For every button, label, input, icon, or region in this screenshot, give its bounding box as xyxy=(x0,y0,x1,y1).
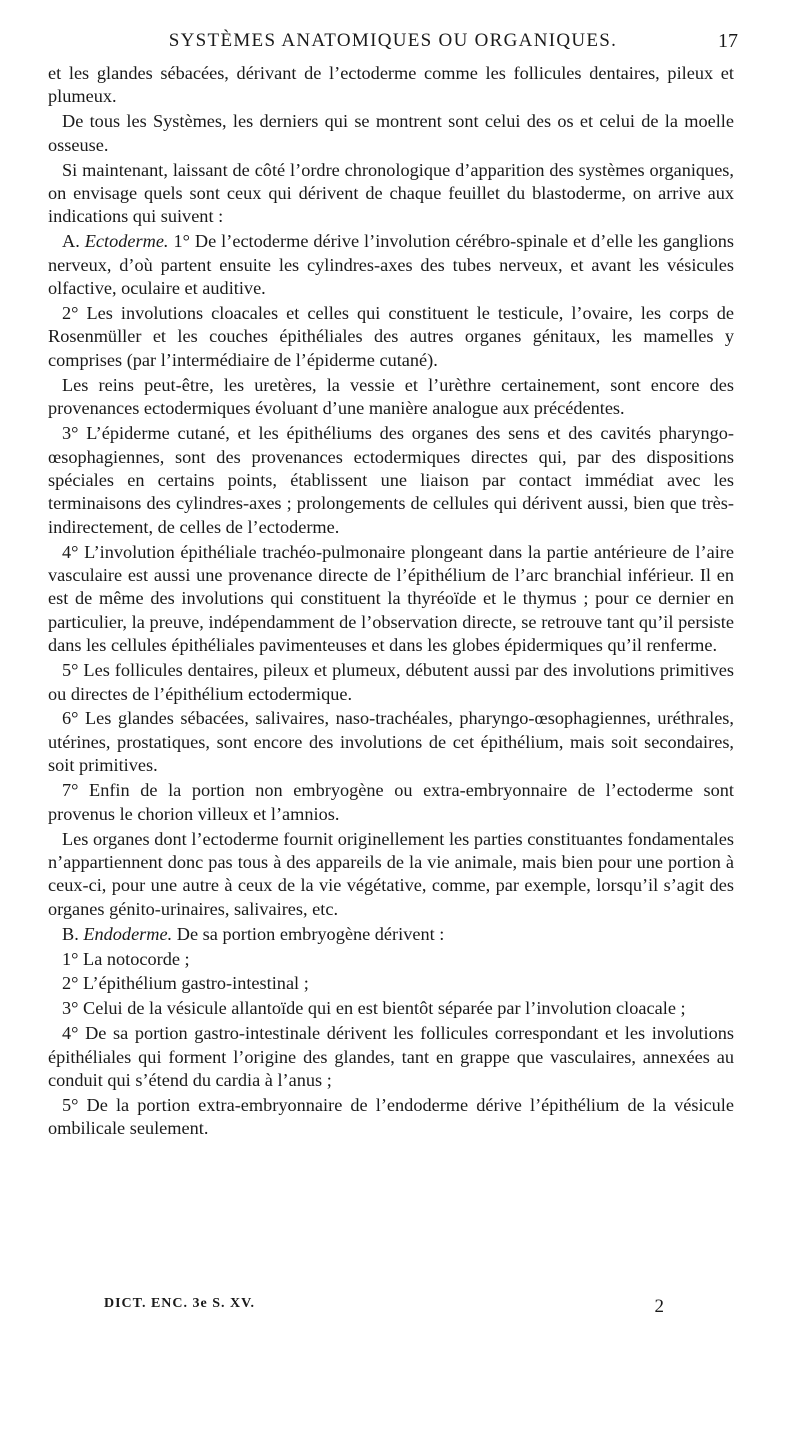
list-item: 5° De la portion extra-embryonnaire de l’endoderme dérive l’épithélium de la vésicule ombilicale seulement. xyxy=(48,1094,734,1139)
list-item: 3° Celui de la vésicule allantoïde qui en est bientôt séparée par l’involution cloacale ; xyxy=(62,998,686,1019)
paragraph: Les reins peut-être, les uretères, la vessie et l’urèthre certainement, sont encore des provenances ectodermiques évoluant d’une manière analogue aux précédentes. xyxy=(48,374,734,419)
section-title: Endoderme. xyxy=(83,923,173,944)
page-number: 17 xyxy=(718,30,738,52)
running-title: SYSTÈMES ANATOMIQUES OU ORGANIQUES. xyxy=(168,30,618,51)
section-text: De sa portion embryogène dérivent : xyxy=(176,923,445,944)
paragraph: 3° L’épiderme cutané, et les épithéliums des organes des sens et des cavités pharyngo-œsophagiennes, sont des provenances ectodermiques directes qui, par des dispositions spéciales en certains points, établissent une liaison par contact immédiat avec les terminaisons des cylindres-axes ; prolongements de cellules qui dérivent aussi, bien que très-indirectement, de celles de l’ectoderme. xyxy=(48,423,734,537)
list-item: 2° L’épithélium gastro-intestinal ; xyxy=(62,973,309,994)
paragraph: De tous les Systèmes, les derniers qui se montrent sont celui des os et celui de la moelle osseuse. xyxy=(48,111,734,155)
ectoderm-paragraph xyxy=(48,230,734,300)
paragraph: 2° Les involutions cloacales et celles qui constituent le testicule, l’ovaire, les corps de Rosenmüller et les couches épithéliales des autres organes génitaux, les mamelles y comprises (par l’intermédiaire de l’épiderme cutané). xyxy=(48,303,734,370)
signature-number: 2 xyxy=(654,1296,664,1317)
body-text xyxy=(48,62,734,1142)
printer-signature: DICT. ENC. 3e S. XV. xyxy=(104,1296,255,1311)
paragraph: 4° L’involution épithéliale trachéo-pulmonaire plongeant dans la partie antérieure de l’aire vasculaire est aussi une provenance directe de l’épithélium de l’arc branchial inférieur. Il en est de même des involutions qui constituent la thyréoïde et le thymus ; pour ce dernier en particulier, la preuve, indépendamment de l’observation directe, se retrouve tant qu’il persiste dans les cellules épithéliales pavimenteuses et dans les globes épidermiques qu’il renferme. xyxy=(48,541,734,656)
page-header xyxy=(48,30,738,58)
paragraph: Si maintenant, laissant de côté l’ordre chronologique d’apparition des systèmes organiques, on envisage quels sont ceux qui dérivent de chaque feuillet du blastoderme, on arrive aux indications qui suivent : xyxy=(48,159,734,227)
section-title: Ectoderme. xyxy=(84,231,169,252)
paragraph: 7° Enfin de la portion non embryogène ou extra-embryonnaire de l’ectoderme sont provenus le chorion villeux et l’amnios. xyxy=(48,780,734,824)
paragraph: 5° Les follicules dentaires, pileux et plumeux, débutent aussi par des involutions primitives ou directes de l’épithélium ectodermique. xyxy=(48,660,734,704)
section-label: B. xyxy=(62,923,79,944)
paragraph: Les organes dont l’ectoderme fournit originellement les parties constituantes fondamentales n’appartiennent donc pas tous à des appareils de la vie animale, mais bien pour une portion à ceux-ci, pour une autre à ceux de la vie végétative, comme, par exemple, lorsqu’il s’agit des organes génito-urinaires, salivaires, etc. xyxy=(48,828,734,919)
paragraph: 6° Les glandes sébacées, salivaires, naso-trachéales, pharyngo-œsophagiennes, uréthrales, utérines, prostatiques, sont encore des involutions de cet épithélium, mais soit secondaires, soit primitives. xyxy=(48,708,734,776)
section-label: A. xyxy=(62,231,80,252)
paragraph: et les glandes sébacées, dérivant de l’ectoderme comme les follicules dentaires, pileux et plumeux. xyxy=(48,63,734,107)
page-footer xyxy=(104,1296,664,1324)
section-text: 1° De l’ectoderme dérive l’involution cérébro-spinale et d’elle les ganglions nerveux, d’où partent ensuite les cylindres-axes des tubes nerveux, et avant les vésicules olfactive, oculaire et auditive. xyxy=(48,231,735,299)
list-item: 1° La notocorde ; xyxy=(62,948,190,969)
endoderm-paragraph xyxy=(48,923,734,946)
list-item: 4° De sa portion gastro-intestinale dérivent les follicules correspondant et les involutions épithéliales qui forment l’origine des glandes, tant en grappe que vasculaires, annexées au conduit qui s’étend du cardia à l’anus ; xyxy=(48,1023,734,1091)
